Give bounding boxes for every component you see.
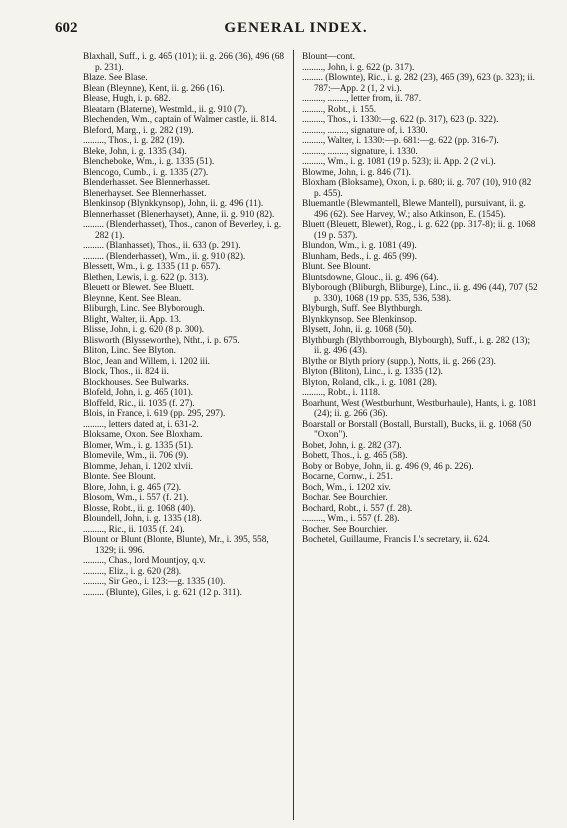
index-entry: Blisworth (Blysseworthe), Ntht., i. p. 675. [83,335,240,346]
page-title: GENERAL INDEX. [224,20,368,36]
index-entry: ........., letters dated at, i. 631-2. [83,419,199,430]
index-entry: ........., ........, signature of, i. 1330. [302,125,428,136]
page-header [55,20,537,42]
index-entry: ......... (Blanhasset), Thos., ii. 633 (p. 291). [83,241,241,251]
index-entry: ........., Sir Geo., i. 123:—g. 1335 (10). [83,577,226,587]
index-entry: ........., Wm., i. 557 (f. 28). [302,514,400,524]
index-entry: Boarstall or Borstall (Bostall, Burstall), Bucks, ii. g. 1068 (50 "Oxon"). [302,419,532,440]
index-entry: Blaxhall, Suff., i. g. 465 (101); ii. g. 266 (36), 496 (68 p. 231). [83,52,284,73]
index-entry: Bochard, Robt., i. 557 (f. 28). [302,503,413,514]
index-entry: ......... (Blenderhasset), Wm., ii. g. 910 (82). [83,251,246,262]
index-entry: Bleford, Marg., i. g. 282 (19). [83,125,194,136]
index-entry: Blencheboke, Wm., i. g. 1335 (51). [83,157,215,167]
index-entry: Blois, in France, i. 619 (pp. 295, 297). [83,409,226,419]
index-entry: ......... (Blenderhasset), Thos., canon of Beverley, i. g. 282 (1). [83,220,282,241]
index-entry: Blessett, Wm., i. g. 1335 (11 p. 657). [83,262,221,272]
index-entry: Blenderhasset. See Blennerhasset. [83,178,211,188]
index-entry: Blythe or Blyth priory (supp.), Notts, ii. g. 266 (23). [302,356,496,367]
index-entry: Bleke, John, i. g. 1335 (34). [83,146,187,157]
index-entry: Blomevile, Wm., ii. 706 (9). [83,451,189,461]
index-entry: Blennerhasset (Blenerhayset), Anne, ii. g. 910 (82). [83,209,275,220]
index-entry: ........., Walter, i. 1330:—p. 681:—g. 622 (pp. 316-7). [302,136,499,146]
index-entry: Blease, Hugh, i. p. 682. [83,94,171,104]
index-entry: Blencogo, Cumb., i. g. 1335 (27). [83,167,209,178]
index-entry: Blethen, Lewis, i. g. 622 (p. 313). [83,272,209,283]
index-entry: ......... (Blunte), Giles, i. g. 621 (12 p. 311). [83,587,242,598]
index-entry: Blaze. See Blase. [83,73,148,83]
index-entry: Bochar. See Bourchier. [302,493,388,503]
index-entry: Blockhouses. See Bulwarks. [83,377,189,388]
index-entry: Bobet, John, i. g. 282 (37). [302,440,402,451]
index-column-left [83,52,288,598]
index-entry: ........., Ric., ii. 1035 (f. 24). [83,524,185,535]
index-entry: Bochetel, Guillaume, Francis I.'s secretary, ii. 624. [302,535,490,545]
index-entry: Blunham, Beds., i. g. 465 (99). [302,251,417,262]
index-entry: Bluemantle (Blewmantell, Blewe Mantell), pursuivant, ii. g. 496 (62). See Harvey, W.; also Atkinson, E. (1545). [302,199,526,220]
index-column-right [302,52,538,546]
index-entry: Bluett (Bleuett, Blewet), Rog., i. g. 622 (pp. 317-8); ii. g. 1068 (19 p. 537). [302,220,536,241]
index-entry: Block, Thos., ii. 824 ii. [83,367,169,377]
index-entry: ........., Thos., i. 1330:—g. 622 (p. 317), 623 (p. 322). [302,115,499,125]
index-entry: Bliton, Linc. See Blyton. [83,346,176,356]
index-entry: Boch, Wm., i. 1202 xiv. [302,482,391,493]
index-entry: Blore, John, i. g. 465 (72). [83,482,182,493]
index-entry: Blenerhayset. See Blennerhasset. [83,188,207,199]
index-entry: Bluntsdowne, Glouc., ii. g. 496 (64). [302,272,439,283]
index-entry: ........., Eliz., i. g. 620 (28). [83,566,182,577]
page-number: 602 [55,20,78,36]
index-entry: ........., Thos., i. g. 282 (19). [83,136,185,146]
index-entry: ......... (Blownte), Ric., i. g. 282 (23), 465 (39), 623 (p. 323); ii. 787:—App. 2 (1, 2 vi.). [302,73,535,94]
index-entry: Bleuett or Blewet. See Bluett. [83,283,195,293]
index-entry: Blosse, Robt., ii. g. 1068 (40). [83,503,196,514]
index-entry: Bleynne, Kent. See Blean. [83,293,182,304]
index-entry: Boarhunt, West (Westburhunt, Westburhaule), Hants, i. g. 1081 (24); ii. g. 266 (36). [302,398,537,419]
index-entry: Blowme, John, i. g. 846 (71). [302,167,411,178]
index-entry: ........., John, i. g. 622 (p. 317). [302,62,415,73]
index-entry: Boby or Bobye, John, ii. g. 496 (9, 46 p. 226). [302,461,474,472]
index-entry: Blynkkynsop. See Blenkinsop. [302,314,417,325]
index-entry: Blean (Bleynne), Kent, ii. g. 266 (16). [83,83,225,94]
index-entry: ........., Wm., i. g. 1081 (19 p. 523); ii. App. 2 (2 vi.). [302,157,496,167]
index-entry: Blosom, Wm., i. 557 (f. 21). [83,493,189,503]
index-entry: ........., ........, signature, i. 1330. [302,146,418,157]
index-entry: Blisse, John, i. g. 620 (8 p. 300). [83,325,205,335]
index-entry: ........., Robt., i. 1118. [302,388,381,398]
index-entry: Blyburgh, Suff. See Blythburgh. [302,304,423,314]
index-entry: Blount—cont. [302,52,355,62]
index-entry: Blunt. See Blount. [302,262,371,272]
index-entry: Bocher. See Bourchier. [302,524,388,535]
index-entry: Blysett, John, ii. g. 1068 (50). [302,325,414,335]
column-divider [293,50,294,820]
index-entry: Blight, Walter, ii. App. 13. [83,314,182,325]
index-entry: Blofeld, John, i. g. 465 (101). [83,388,194,398]
index-entry: ........., Robt., i. 155. [302,104,377,115]
index-entry: ........., ........, letter from, ii. 787. [302,94,422,104]
index-entry: Blonte. See Blount. [83,472,156,482]
index-entry: Blount or Blunt (Blonte, Blunte), Mr., i. 395, 558, 1329; ii. 996. [83,535,269,556]
index-entry: Blyton (Bliton), Linc., i. g. 1335 (12). [302,367,443,377]
index-entry: Bloc, Jean and Willem, i. 1202 iii. [83,356,211,367]
index-entry: Blomme, Jehan, i. 1202 xlvii. [83,461,194,472]
index-entry: Blundon, Wm., i. g. 1081 (49). [302,241,417,251]
index-entry: Blenkinsop (Blynkkynsop), John, ii. g. 496 (11). [83,199,264,209]
index-entry: Bloksame, Oxon. See Bloxham. [83,430,203,440]
index-entry: Bliburgh, Linc. See Blyborough. [83,304,205,314]
index-entry: Bocarne, Cornw., i. 251. [302,472,393,482]
index-entry: ........., Chas., lord Mountjoy, q.v. [83,556,206,566]
index-entry: Blechenden, Wm., captain of Walmer castle, ii. 814. [83,115,277,125]
index-entry: Blyton, Roland, clk., i. g. 1081 (28). [302,377,438,388]
index-entry: Blomer, Wm., i. g. 1335 (51). [83,440,194,451]
index-entry: Bobett, Thos., i. g. 465 (58). [302,451,408,461]
index-entry: Blyborough (Bliburgh, Bliburge), Linc., ii. g. 496 (44), 707 (52 p. 330), 1068 (19 pp. 535, 536, 538). [302,283,538,304]
index-entry: Blythburgh (Blythborrough, Blybourgh), Suff., i. g. 282 (13); ii. g. 496 (43). [302,335,531,356]
index-entry: Bleatarn (Blaterne), Westmld., ii. g. 910 (7). [83,104,248,115]
index-entry: Bloffeld, Ric., ii. 1035 (f. 27). [83,398,195,409]
index-entry: Bloxham (Bloksame), Oxon, i. p. 680; ii. g. 707 (10), 910 (82 p. 455). [302,178,532,199]
index-entry: Bloundell, John, i. g. 1335 (18). [83,514,202,524]
